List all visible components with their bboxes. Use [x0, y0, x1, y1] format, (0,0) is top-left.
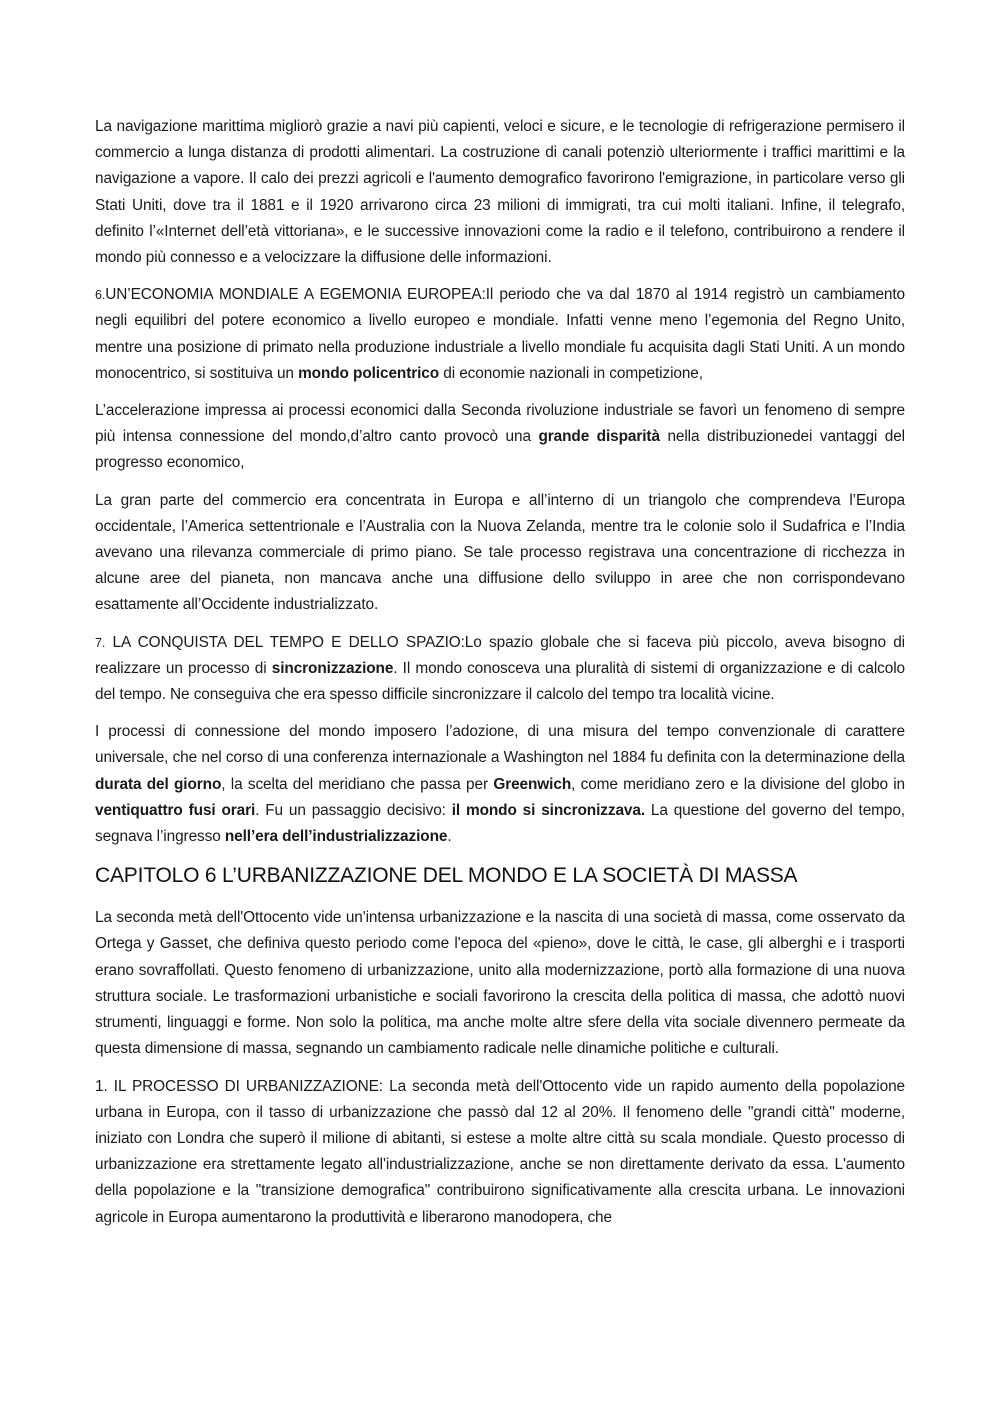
text-run: , come meridiano zero e la divisione del globo in	[571, 775, 906, 793]
text-run: UN’ECONOMIA MONDIALE A EGEMONIA EUROPEA:Il periodo che va dal 1870 al 1914 registrò un cambiamento negli equilibri del potere economico a livello europeo e mondiale. Infatti venne meno l’egemonia del Regno Unito, mentre una posizione di primato nella produzione industriale a livello mondiale fu acquisita dagli Stati Uniti. A un mondo monocentrico, si sostituiva un	[95, 286, 905, 382]
paragraph-section-7	[95, 630, 905, 709]
text-run: nella distribuzionedei vantaggi del progresso economico,	[95, 428, 905, 472]
paragraph-navigation: La navigazione marittima migliorò grazie a navi più capienti, veloci e sicure, e le tecnologie di refrigerazione permisero il commercio a lunga distanza di prodotti alimentari. La costruzione di canali potenziò ulteriormente i traffici marittimi e la navigazione a vapore. Il calo dei prezzi agricoli e l'aumento demografico favorirono l'emigrazione, in particolare verso gli Stati Uniti, dove tra il 1881 e il 1920 arrivarono circa 23 milioni di immigrati, tra cui molti italiani. Infine, il telegrafo, definito l’«Internet dell’età vittoriana», e le successive innovazioni come la radio e il telefono, contribuirono a rendere il mondo più connesso e a velocizzare la diffusione delle informazioni.	[95, 118, 905, 267]
text-run: I processi di connessione del mondo imposero l’adozione, di una misura del tempo convenzionale di carattere universale, che nel corso di una conferenza internazionale a Washington nel 1884 fu definita con la determinazione della	[95, 723, 905, 767]
bold-term: Greenwich	[493, 775, 572, 793]
bold-term: durata del giorno	[95, 775, 222, 793]
bold-term: nell’era dell’industrializzazione	[224, 828, 448, 846]
bold-term: sincronizzazione	[271, 659, 394, 677]
chapter-heading: CAPITOLO 6 L’URBANIZZAZIONE DEL MONDO E LA SOCIETÀ DI MASSA	[95, 864, 798, 888]
text-run: di economie nazionali in competizione,	[439, 364, 703, 382]
section-number: 6.	[95, 288, 106, 303]
paragraph-time-measure	[95, 719, 905, 850]
paragraph-urbanization-process: 1. IL PROCESSO DI URBANIZZAZIONE: La seconda metà dell'Ottocento vide un rapido aumento della popolazione urbana in Europa, con il tasso di urbanizzazione che passò dal 12 al 20%. Il fenomeno delle "grandi città" moderne, iniziato con Londra che superò il milione di abitanti, si estese a molte altre città su scala mondiale. Questo processo di urbanizzazione era strettamente legato all'industrializzazione, anche se non direttamente derivato da essa. L'aumento della popolazione e la "transizione demografica" contribuirono significativamente alla crescita urbana. Le innovazioni agricole in Europa aumentarono la produttività e liberarono manodopera, che	[95, 1077, 905, 1226]
paragraph-commerce: La gran parte del commercio era concentrata in Europa e all’interno di un triangolo che comprendeva l’Europa occidentale, l’America settentrionale e l’Australia con la Nuova Zelanda, mentre tra le colonie solo il Sudafrica e l’India avevano una rilevanza commerciale di primo piano. Se tale processo registrava una concentrazione di ricchezza in alcune aree del pianeta, non mancava anche una diffusione dello sviluppo in aree che non corrispondevano esattamente all’Occidente industrializzato.	[95, 491, 905, 614]
text-run: . Il mondo conosceva una pluralità di sistemi di organizzazione e di calcolo del tempo. Ne conseguiva che era spesso difficile sincronizzare il calcolo del tempo tra località vicine.	[95, 659, 905, 704]
bold-term: mondo policentrico	[298, 364, 440, 382]
text-run: L’accelerazione impressa ai processi economici dalla Seconda rivoluzione industriale se favorì un fenomeno di sempre più intensa connessione del mondo,d’altro canto provocò una	[95, 402, 905, 446]
page-content	[95, 114, 905, 1242]
paragraph-section-6	[95, 282, 905, 387]
paragraph-disparity	[95, 398, 905, 477]
text-run: , la scelta del meridiano che passa per	[221, 775, 494, 793]
section-number: 7.	[95, 635, 106, 650]
bold-term: ventiquattro fusi orari	[95, 801, 256, 819]
text-run: La questione del governo del tempo, segnava l’ingresso	[95, 801, 905, 846]
text-run: . Fu un passaggio decisivo:	[255, 801, 452, 819]
text-run: .	[447, 828, 452, 846]
bold-term: grande disparità	[538, 428, 660, 446]
paragraph-mass-society: La seconda metà dell'Ottocento vide un'intensa urbanizzazione e la nascita di una società di massa, come osservato da Ortega y Gasset, che definiva questo periodo come l'epoca del «pieno», dove le città, le case, gli alberghi e i trasporti erano sovraffollati. Questo fenomeno di urbanizzazione, unito alla modernizzazione, portò alla formazione di una nuova struttura sociale. Le trasformazioni urbanistiche e sociali favorirono la crescita della politica di massa, che adottò nuovi strumenti, linguaggi e forme. Non solo la politica, ma anche molte altre sfere della vita sociale divennero permeate da questa dimensione di massa, segnando un cambiamento radicale nelle dinamiche politiche e culturali.	[95, 909, 905, 1058]
text-run: LA CONQUISTA DEL TEMPO E DELLO SPAZIO:Lo spazio globale che si faceva più piccolo, aveva bisogno di realizzare un processo di	[95, 633, 905, 677]
bold-term: il mondo si sincronizzava.	[451, 801, 646, 819]
